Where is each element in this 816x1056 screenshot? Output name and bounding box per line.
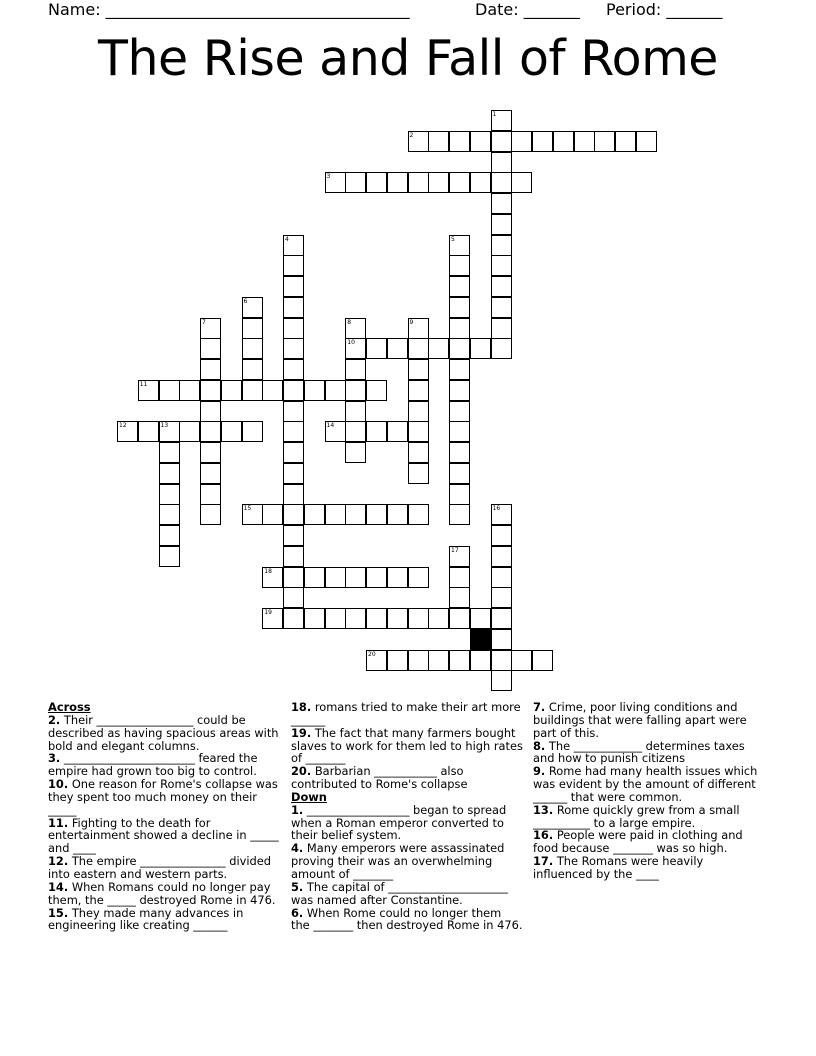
grid-cell[interactable] bbox=[283, 276, 304, 297]
grid-cell[interactable] bbox=[138, 421, 159, 442]
grid-cell[interactable] bbox=[470, 172, 491, 193]
grid-cell[interactable] bbox=[242, 318, 263, 339]
grid-cell[interactable] bbox=[159, 380, 180, 401]
grid-cell[interactable] bbox=[283, 318, 304, 339]
grid-cell[interactable] bbox=[449, 463, 470, 484]
grid-cell[interactable] bbox=[491, 608, 512, 629]
grid-cell[interactable] bbox=[262, 504, 283, 525]
grid-cell[interactable] bbox=[387, 504, 408, 525]
grid-cell[interactable] bbox=[408, 608, 429, 629]
grid-cell[interactable] bbox=[449, 401, 470, 422]
clue-down-8: 8. The ____________ determines taxes and how to punish citizens bbox=[533, 738, 745, 766]
grid-cell[interactable] bbox=[470, 650, 491, 671]
grid-cell[interactable] bbox=[283, 359, 304, 380]
clue-number: 17 bbox=[451, 546, 459, 554]
grid-cell[interactable] bbox=[325, 504, 346, 525]
grid-cell[interactable] bbox=[179, 421, 200, 442]
grid-cell[interactable] bbox=[221, 380, 242, 401]
grid-cell[interactable] bbox=[491, 338, 512, 359]
grid-cell[interactable] bbox=[428, 338, 449, 359]
clue-number: 2 bbox=[409, 131, 414, 139]
clue-across-18: 18. romans tried to make their art more ______ bbox=[291, 700, 521, 727]
grid-cell[interactable] bbox=[345, 504, 366, 525]
clue-number: 14 bbox=[326, 422, 335, 430]
grid-cell[interactable] bbox=[159, 463, 180, 484]
grid-cell[interactable] bbox=[449, 484, 470, 505]
grid-cell[interactable] bbox=[283, 338, 304, 359]
grid-cell[interactable] bbox=[491, 567, 512, 588]
grid-cell[interactable] bbox=[242, 380, 263, 401]
grid-cell[interactable] bbox=[470, 338, 491, 359]
grid-cell[interactable] bbox=[387, 567, 408, 588]
clue-number: 15 bbox=[243, 505, 252, 513]
grid-cell[interactable] bbox=[428, 131, 449, 152]
name-field[interactable]: Name: ______________________________________ bbox=[48, 0, 410, 19]
grid-cell[interactable] bbox=[366, 567, 387, 588]
grid-cell[interactable] bbox=[387, 608, 408, 629]
grid-cell[interactable] bbox=[491, 318, 512, 339]
grid-cell[interactable] bbox=[366, 608, 387, 629]
grid-cell[interactable] bbox=[408, 338, 429, 359]
grid-cell[interactable] bbox=[491, 276, 512, 297]
grid-cell[interactable] bbox=[449, 276, 470, 297]
grid-cell[interactable] bbox=[325, 608, 346, 629]
grid-cell[interactable] bbox=[491, 670, 512, 691]
clue-number: 20 bbox=[368, 650, 376, 658]
grid-cell[interactable] bbox=[325, 567, 346, 588]
grid-cell[interactable] bbox=[366, 172, 387, 193]
page-title: The Rise and Fall of Rome bbox=[98, 30, 718, 87]
grid-cell[interactable] bbox=[491, 587, 512, 608]
across-heading: Across bbox=[48, 700, 91, 714]
grid-cell[interactable] bbox=[491, 172, 512, 193]
grid-cell[interactable] bbox=[366, 338, 387, 359]
grid-cell[interactable] bbox=[159, 442, 180, 463]
grid-cell[interactable] bbox=[408, 359, 429, 380]
grid-cell[interactable] bbox=[408, 172, 429, 193]
date-field[interactable]: Date: _______ bbox=[475, 0, 580, 19]
clue-across-14: 14. When Romans could no longer pay them, the _____ destroyed Rome in 476. bbox=[48, 879, 276, 907]
grid-cell[interactable] bbox=[449, 338, 470, 359]
grid-cell[interactable] bbox=[283, 255, 304, 276]
grid-cell[interactable] bbox=[283, 587, 304, 608]
grid-cell[interactable] bbox=[366, 504, 387, 525]
clue-across-15: 15. They made many advances in engineering like creating ______ bbox=[48, 905, 244, 933]
clue-down-13: 13. Rome quickly grew from a small __________ to a large empire. bbox=[533, 802, 740, 830]
clue-down-7: 7. Crime, poor living conditions and buildings that were falling apart were part of this. bbox=[533, 700, 747, 740]
grid-cell[interactable] bbox=[408, 380, 429, 401]
grid-cell[interactable] bbox=[449, 504, 470, 525]
clue-number: 1 bbox=[492, 111, 497, 118]
grid-cell[interactable] bbox=[345, 442, 366, 463]
grid-cell[interactable] bbox=[345, 608, 366, 629]
clue-across-19: 19. The fact that many farmers bought slaves to work for them led to high rates of _______ bbox=[291, 725, 523, 766]
grid-cell[interactable] bbox=[200, 484, 221, 505]
grid-cell[interactable] bbox=[428, 608, 449, 629]
grid-cell[interactable] bbox=[408, 504, 429, 525]
grid-cell[interactable] bbox=[200, 442, 221, 463]
clue-number: 6 bbox=[243, 297, 248, 305]
clue-down-1: 1. __________________ began to spread when a Roman emperor converted to their belief system. bbox=[291, 802, 507, 843]
grid-cell[interactable] bbox=[449, 567, 470, 588]
clue-across-20: 20. Barbarian ___________ also contributed to Rome's collapse bbox=[291, 764, 468, 792]
grid-cell[interactable] bbox=[304, 608, 325, 629]
grid-cell[interactable] bbox=[408, 567, 429, 588]
grid-cell[interactable] bbox=[200, 359, 221, 380]
grid-cell[interactable] bbox=[304, 380, 325, 401]
grid-cell[interactable] bbox=[408, 421, 429, 442]
grid-cell[interactable] bbox=[200, 380, 221, 401]
grid-cell[interactable] bbox=[636, 131, 657, 152]
clues-column-3 bbox=[533, 701, 765, 881]
grid-cell[interactable] bbox=[449, 587, 470, 608]
grid-cell[interactable] bbox=[470, 608, 491, 629]
grid-cell[interactable] bbox=[532, 131, 553, 152]
grid-cell[interactable] bbox=[449, 442, 470, 463]
grid-cell[interactable] bbox=[553, 131, 574, 152]
clue-number: 7 bbox=[202, 318, 206, 326]
grid-cell[interactable] bbox=[387, 172, 408, 193]
grid-cell[interactable] bbox=[387, 421, 408, 442]
grid-cell[interactable] bbox=[159, 484, 180, 505]
grid-cell[interactable] bbox=[304, 567, 325, 588]
grid-cell[interactable] bbox=[345, 359, 366, 380]
grid-cell[interactable] bbox=[283, 567, 304, 588]
grid-cell[interactable] bbox=[283, 463, 304, 484]
grid-cell[interactable] bbox=[366, 421, 387, 442]
grid-cell[interactable] bbox=[449, 359, 470, 380]
grid-cell[interactable] bbox=[200, 504, 221, 525]
grid-cell[interactable] bbox=[491, 255, 512, 276]
grid-cell[interactable] bbox=[345, 380, 366, 401]
grid-cell[interactable] bbox=[491, 152, 512, 173]
grid-cell[interactable] bbox=[345, 401, 366, 422]
grid-cell[interactable] bbox=[408, 442, 429, 463]
clue-down-6: 6. When Rome could no longer them the _______ then destroyed Rome in 476. bbox=[291, 905, 523, 933]
grid-cell[interactable] bbox=[491, 525, 512, 546]
clue-across-11: 11. Fighting to the death for entertainment showed a decline in _____ and ____ bbox=[48, 815, 279, 856]
grid-cell[interactable] bbox=[304, 504, 325, 525]
grid-cell[interactable] bbox=[428, 172, 449, 193]
grid-cell[interactable] bbox=[615, 131, 636, 152]
black-square bbox=[470, 629, 491, 650]
grid-cell[interactable] bbox=[283, 525, 304, 546]
clue-across-2: 2. Their _________________ could be described as having spacious areas with bold and elegant columns. bbox=[48, 712, 279, 753]
grid-cell[interactable] bbox=[283, 546, 304, 567]
clue-number: 16 bbox=[492, 505, 501, 513]
grid-cell[interactable] bbox=[491, 235, 512, 256]
grid-cell[interactable] bbox=[449, 172, 470, 193]
clue-number: 3 bbox=[326, 173, 331, 181]
grid-cell[interactable] bbox=[325, 380, 346, 401]
grid-cell[interactable] bbox=[532, 650, 553, 671]
grid-cell[interactable] bbox=[200, 401, 221, 422]
grid-cell[interactable] bbox=[449, 608, 470, 629]
grid-cell[interactable] bbox=[159, 546, 180, 567]
grid-cell[interactable] bbox=[449, 131, 470, 152]
grid-cell[interactable] bbox=[283, 504, 304, 525]
grid-cell[interactable] bbox=[200, 463, 221, 484]
grid-cell[interactable] bbox=[491, 629, 512, 650]
down-heading: Down bbox=[291, 789, 327, 804]
grid-cell[interactable] bbox=[283, 297, 304, 318]
clue-number: 8 bbox=[347, 318, 352, 326]
grid-cell[interactable] bbox=[179, 380, 200, 401]
clue-across-3: 3. _______________________ feared the empire had grown too big to control. bbox=[48, 751, 258, 779]
clue-across-12: 12. The empire _______________ divided into eastern and western parts. bbox=[48, 854, 271, 881]
grid-cell[interactable] bbox=[511, 131, 532, 152]
clue-number: 5 bbox=[451, 235, 455, 243]
clues-column-2 bbox=[291, 701, 523, 932]
grid-cell[interactable] bbox=[408, 463, 429, 484]
grid-cell[interactable] bbox=[449, 380, 470, 401]
grid-cell[interactable] bbox=[345, 567, 366, 588]
clue-number: 10 bbox=[347, 339, 355, 347]
grid-cell[interactable] bbox=[491, 546, 512, 567]
grid-cell[interactable] bbox=[449, 421, 470, 442]
grid-cell[interactable] bbox=[159, 504, 180, 525]
grid-cell[interactable] bbox=[262, 380, 283, 401]
grid-cell[interactable] bbox=[449, 255, 470, 276]
grid-cell[interactable] bbox=[428, 650, 449, 671]
clues-column-1 bbox=[48, 701, 280, 932]
grid-cell[interactable] bbox=[345, 172, 366, 193]
grid-cell[interactable] bbox=[221, 421, 242, 442]
grid-cell[interactable] bbox=[574, 131, 595, 152]
grid-cell[interactable] bbox=[511, 650, 532, 671]
grid-cell[interactable] bbox=[491, 214, 512, 235]
period-field[interactable]: Period: _______ bbox=[606, 0, 723, 19]
grid-cell[interactable] bbox=[242, 421, 263, 442]
grid-cell[interactable] bbox=[491, 650, 512, 671]
clue-down-9: 9. Rome had many health issues which was evident by the amount of different ______ that were common. bbox=[533, 764, 758, 804]
clue-across-10: 10. One reason for Rome's collapse was they spent too much money on their _____ bbox=[48, 777, 278, 817]
clue-number: 9 bbox=[409, 318, 414, 326]
grid-cell[interactable] bbox=[283, 380, 304, 401]
grid-cell[interactable] bbox=[242, 359, 263, 380]
grid-cell[interactable] bbox=[511, 172, 532, 193]
clue-number: 11 bbox=[139, 380, 148, 388]
grid-cell[interactable] bbox=[491, 131, 512, 152]
grid-cell[interactable] bbox=[408, 401, 429, 422]
grid-cell[interactable] bbox=[449, 297, 470, 318]
clue-down-4: 4. Many emperors were assassinated proving their was an overwhelming amount of _______ bbox=[291, 841, 505, 881]
grid-cell[interactable] bbox=[366, 380, 387, 401]
grid-cell[interactable] bbox=[449, 650, 470, 671]
clue-number: 4 bbox=[285, 235, 289, 243]
clue-down-5: 5. The capital of _____________________ was named after Constantine. bbox=[291, 879, 508, 907]
grid-cell[interactable] bbox=[242, 338, 263, 359]
grid-cell[interactable] bbox=[200, 421, 221, 442]
grid-cell[interactable] bbox=[345, 421, 366, 442]
grid-cell[interactable] bbox=[491, 193, 512, 214]
grid-cell[interactable] bbox=[200, 338, 221, 359]
grid-cell[interactable] bbox=[387, 338, 408, 359]
clue-number: 19 bbox=[264, 609, 272, 616]
grid-cell[interactable] bbox=[283, 401, 304, 422]
grid-cell[interactable] bbox=[408, 650, 429, 671]
grid-cell[interactable] bbox=[159, 525, 180, 546]
clue-down-16: 16. People were paid in clothing and food because _______ was so high. bbox=[533, 828, 743, 856]
grid-cell[interactable] bbox=[283, 608, 304, 629]
grid-cell[interactable] bbox=[491, 297, 512, 318]
grid-cell[interactable] bbox=[470, 131, 491, 152]
grid-cell[interactable] bbox=[387, 650, 408, 671]
clue-number: 13 bbox=[160, 422, 169, 430]
grid-cell[interactable] bbox=[449, 318, 470, 339]
clue-number: 12 bbox=[119, 422, 127, 430]
clue-number: 18 bbox=[264, 567, 272, 575]
grid-cell[interactable] bbox=[283, 442, 304, 463]
grid-cell[interactable] bbox=[283, 421, 304, 442]
clue-down-17: 17. The Romans were heavily influenced by the ____ bbox=[533, 854, 704, 881]
grid-cell[interactable] bbox=[283, 484, 304, 505]
grid-cell[interactable] bbox=[594, 131, 615, 152]
